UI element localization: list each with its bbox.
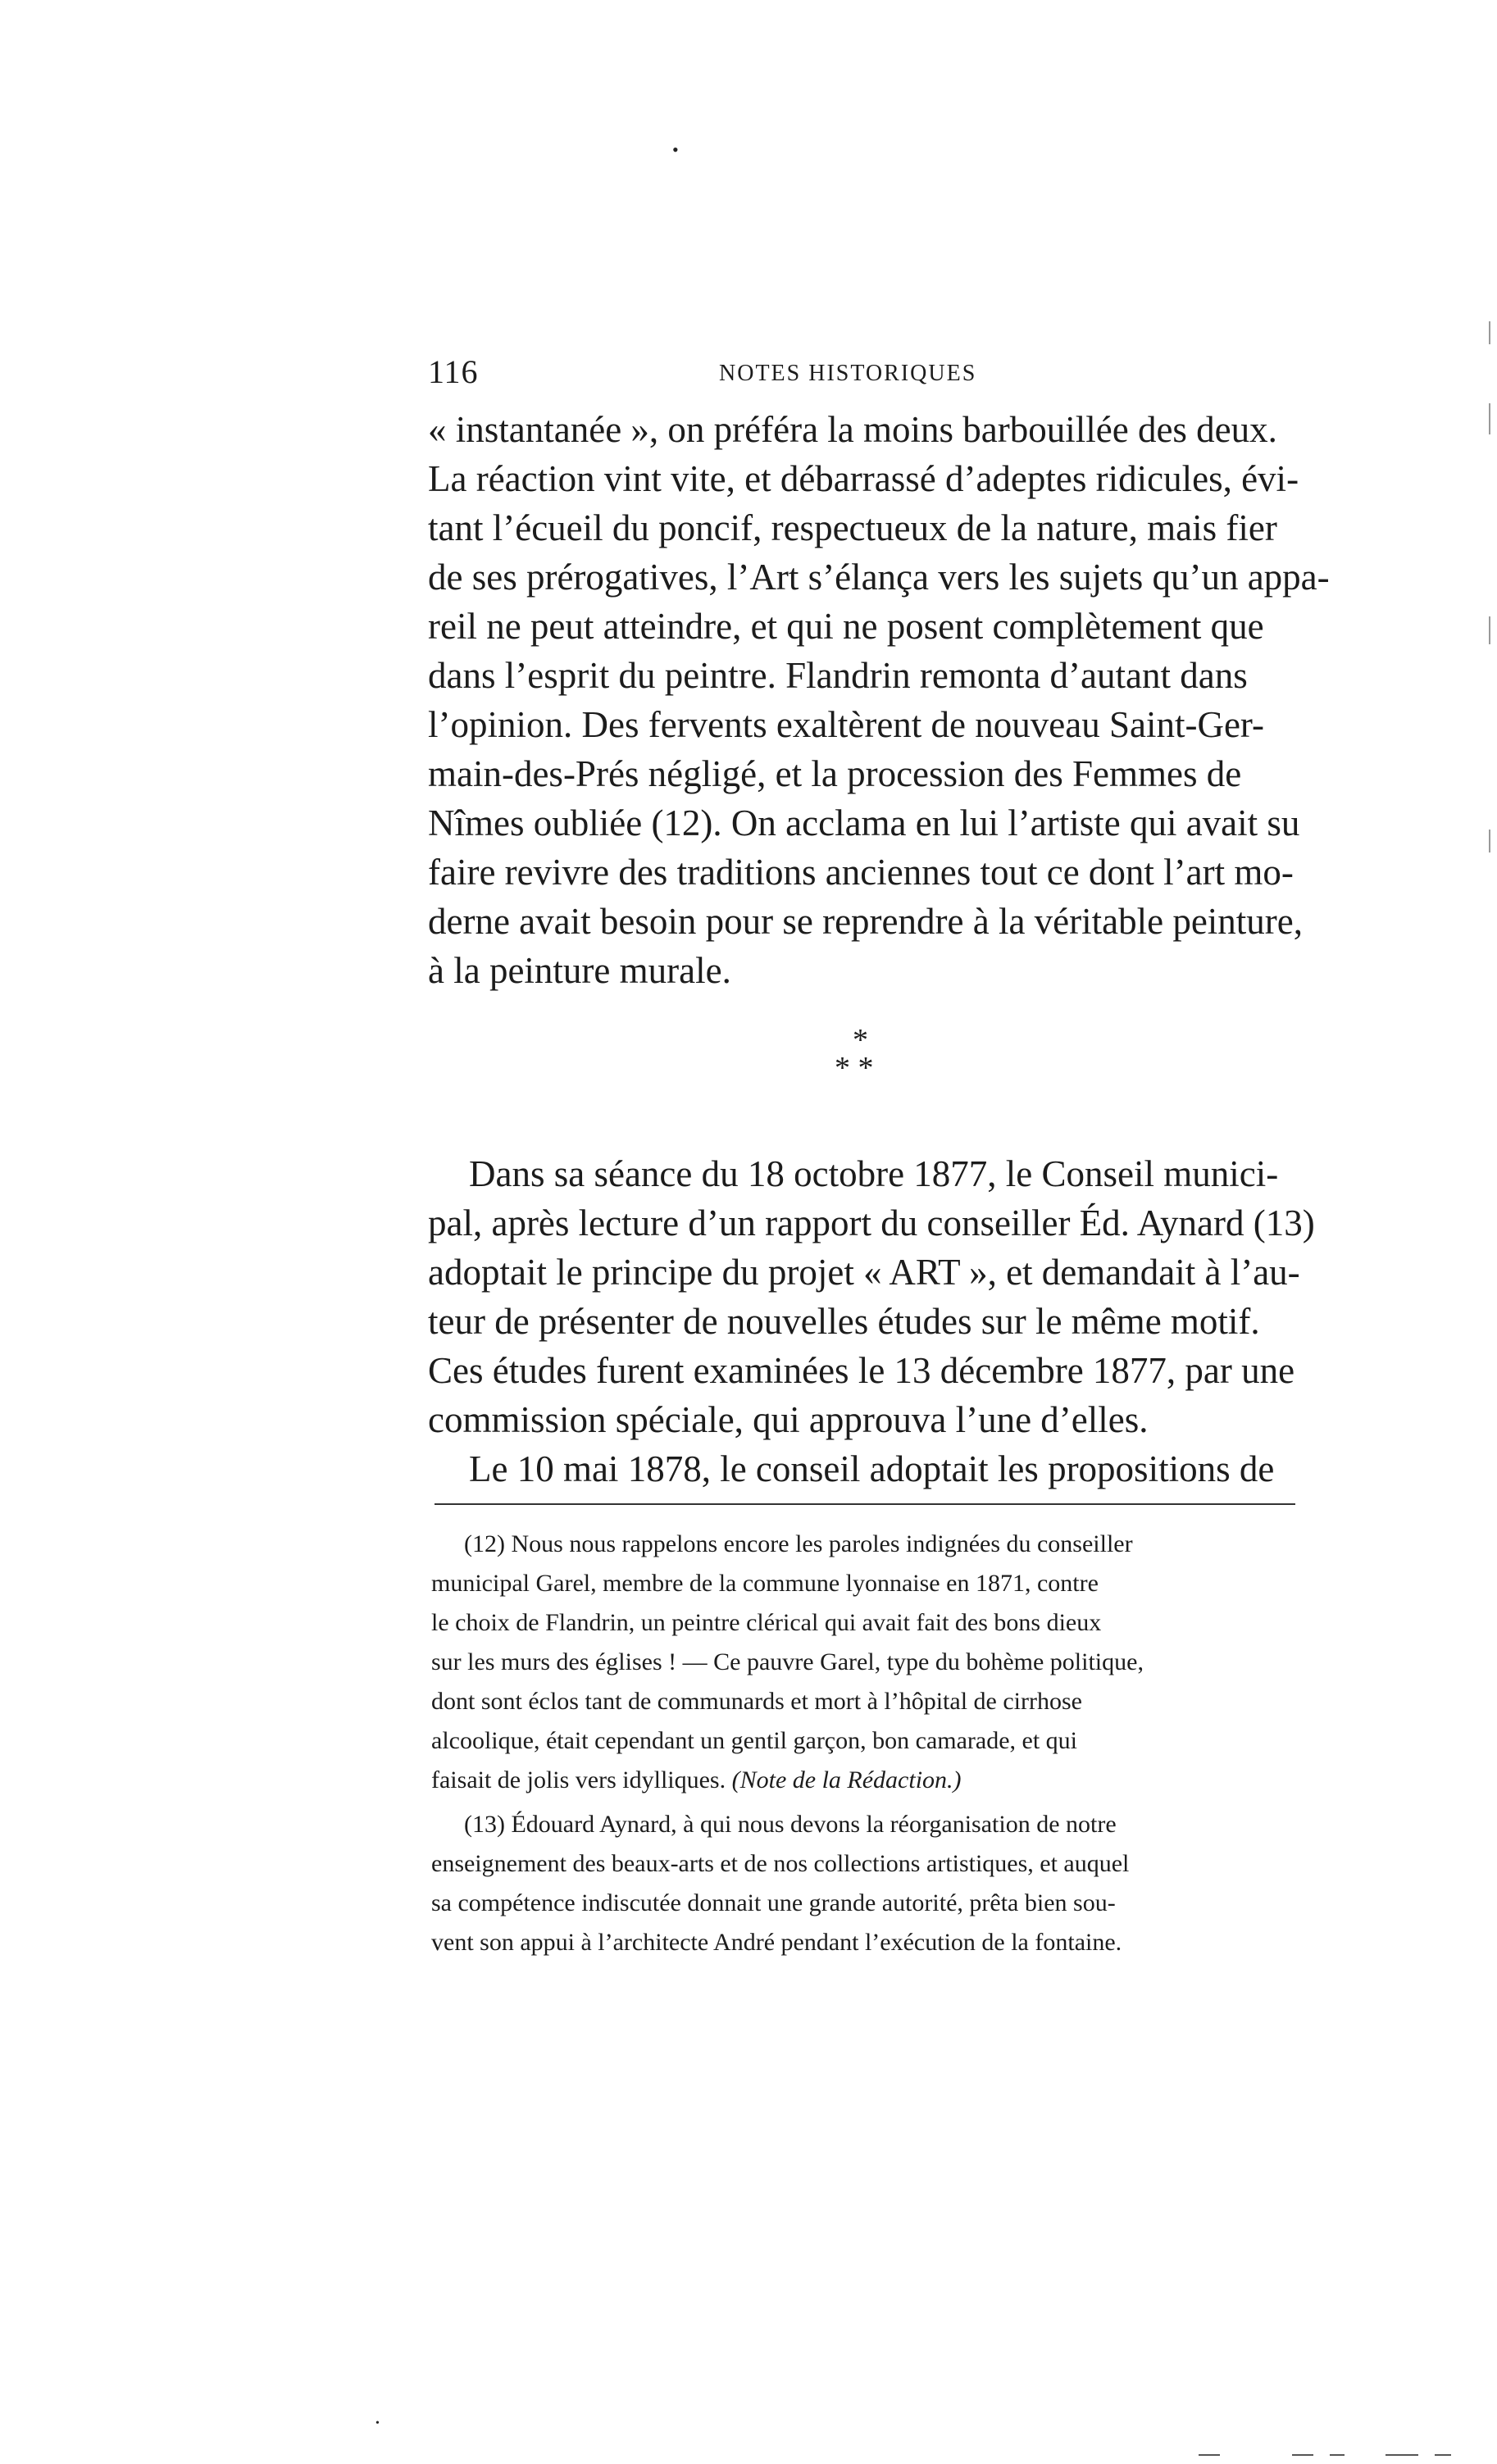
- footnote-line: municipal Garel, membre de la commune lyonnaise en 1871, contre: [431, 1570, 1099, 1597]
- text-line: La réaction vint vite, et débarrassé d’adeptes ridicules, évi-: [428, 458, 1299, 499]
- footnote-line: le choix de Flandrin, un peintre clérical qui avait fait des bons dieux: [431, 1609, 1102, 1636]
- text-line: main-des-Prés négligé, et la procession des Femmes de: [428, 753, 1242, 794]
- footnote-line: sur les murs des églises ! — Ce pauvre Garel, type du bohème politique,: [431, 1648, 1144, 1675]
- footnote-rule: [435, 1503, 1295, 1505]
- scan-mark: [1330, 2454, 1345, 2456]
- page-number: 116: [428, 353, 479, 390]
- text-line: dans l’esprit du peintre. Flandrin remonta d’autant dans: [428, 655, 1248, 696]
- text-line: reil ne peut atteindre, et qui ne posent complètement que: [428, 606, 1264, 647]
- text-line: adoptait le principe du projet « ART », et demandait à l’au-: [428, 1252, 1300, 1293]
- text-line: « instantanée », on préféra la moins barbouillée des deux.: [428, 409, 1277, 450]
- footnote-line: sa compétence indiscutée donnait une grande autorité, prêta bien sou-: [431, 1889, 1116, 1916]
- footnote-text: faisait de jolis vers idylliques.: [431, 1766, 726, 1793]
- text-line: teur de présenter de nouvelles études sur le même motif.: [428, 1301, 1260, 1342]
- ink-speck: •: [672, 139, 679, 160]
- text-line: Dans sa séance du 18 octobre 1877, le Conseil munici-: [469, 1153, 1279, 1194]
- running-head: [428, 352, 1305, 402]
- asterism-top: *: [853, 1023, 868, 1057]
- text-line: faire revivre des traditions anciennes tout ce dont l’art mo-: [428, 852, 1294, 893]
- asterism-bottom: * *: [835, 1051, 874, 1085]
- text-line: Ces études furent examinées le 13 décembre 1877, par une: [428, 1350, 1295, 1391]
- ink-speck: •: [375, 2417, 380, 2430]
- text-line: tant l’écueil du poncif, respectueux de la nature, mais fier: [428, 507, 1277, 548]
- scan-mark: [1292, 2454, 1313, 2456]
- scan-mark: [1386, 2454, 1418, 2456]
- margin-mark: [1489, 830, 1490, 852]
- scan-mark: [1199, 2454, 1220, 2456]
- footnote-line: [431, 1761, 962, 1800]
- footnote-line: dont sont éclos tant de communards et mort à l’hôpital de cirrhose: [431, 1688, 1082, 1715]
- text-line: Nîmes oubliée (12). On acclama en lui l’artiste qui avait su: [428, 802, 1300, 843]
- footnote-line: (13) Édouard Aynard, à qui nous devons la réorganisation de notre: [464, 1811, 1117, 1838]
- footnote-line: vent son appui à l’architecte André pendant l’exécution de la fontaine.: [431, 1929, 1122, 1956]
- margin-mark: [1489, 321, 1490, 344]
- margin-mark: [1489, 403, 1490, 434]
- text-line: commission spéciale, qui approuva l’une d’elles.: [428, 1399, 1149, 1440]
- text-line: à la peinture murale.: [428, 950, 731, 991]
- footnote-line: (12) Nous nous rappelons encore les paroles indignées du conseiller: [464, 1530, 1133, 1557]
- margin-mark: [1489, 616, 1490, 644]
- scan-mark: [1435, 2454, 1451, 2456]
- running-title: NOTES HISTORIQUES: [719, 361, 977, 386]
- footnote-line: enseignement des beaux-arts et de nos collections artistiques, et auquel: [431, 1850, 1130, 1877]
- text-line: de ses prérogatives, l’Art s’élança vers les sujets qu’un appa-: [428, 557, 1330, 598]
- text-line: derne avait besoin pour se reprendre à la véritable peinture,: [428, 901, 1304, 942]
- text-line: l’opinion. Des fervents exaltèrent de nouveau Saint-Ger-: [428, 704, 1264, 745]
- footnote-line: alcoolique, était cependant un gentil garçon, bon camarade, et qui: [431, 1727, 1078, 1754]
- text-line: Le 10 mai 1878, le conseil adoptait les propositions de: [469, 1448, 1275, 1489]
- text-line: pal, après lecture d’un rapport du conseiller Éd. Aynard (13): [428, 1202, 1315, 1243]
- editor-note: (Note de la Rédaction.): [731, 1766, 962, 1793]
